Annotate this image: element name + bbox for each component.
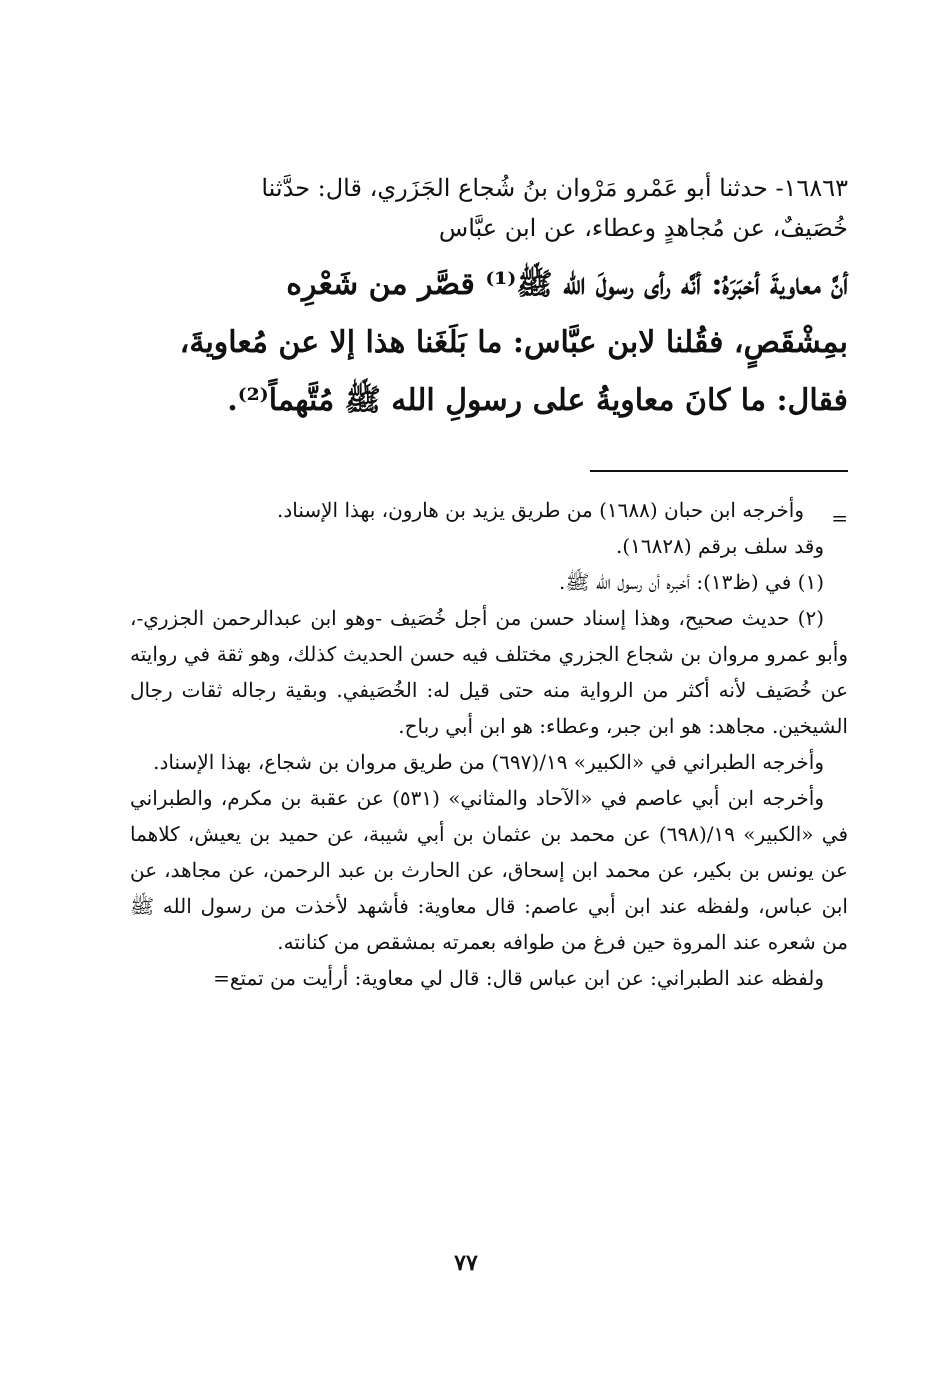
footnote-1: (١) في (ظ١٣): أخبره أن رسول الله ﷺ.	[559, 570, 824, 594]
footnotes	[130, 492, 848, 996]
footnote-2: (٢) حديث صحيح، وهذا إسناد حسن من أجل خُصَيف -وهو ابن عبدالرحمن الجزري-، وأبو عمرو مروان بن شجاع الجزري مختلف فيه حسن الحديث كذلك، وهو ثقة في روايته عن خُصَيف لأنه أكثر من الرواية منه حتى قيل له: الخُصَيفي. وبقية رجاله ثقات رجال الشيخين. مجاهد: هو ابن جبر، وعطاء: هو ابن أبي رباح.	[130, 606, 848, 738]
continuation-mark: =	[831, 506, 848, 530]
matn-line-1: أنَّ معاويةَ أخبَرَهُ: أنَّه رأى رسولَ الله ﷺ⁽¹⁾ قصَّر من شَعْرِه	[286, 267, 848, 302]
footnote-2-source-1: وأخرجه الطبراني في «الكبير» ١٩/(٦٩٧) من طريق مروان بن شجاع، بهذا الإسناد.	[153, 750, 824, 774]
hadith-isnad	[130, 168, 848, 248]
isnad-line-2: خُصَيفٌ، عن مُجاهدٍ وعطاء، عن ابن عبَّاس	[438, 214, 848, 242]
matn-line-2: بمِشْقَصٍ، فقُلنا لابن عبَّاس: ما بَلَغَنا هذا إلا عن مُعاويةَ،	[179, 325, 848, 360]
hadith-matn	[130, 256, 848, 430]
footnote-cont-2: وقد سلف برقم (١٦٨٢٨).	[615, 534, 824, 558]
matn-line-3: فقال: ما كانَ معاويةُ على رسولِ الله ﷺ مُتَّهماً⁽²⁾.	[227, 383, 848, 418]
isnad-line-1: ١٦٨٦٣- حدثنا أبو عَمْرو مَرْوان بنُ شُجاع الجَزَري، قال: حدَّثنا	[261, 174, 848, 202]
footnote-cont-1: وأخرجه ابن حبان (١٦٨٨) من طريق يزيد بن هارون، بهذا الإسناد.	[276, 498, 804, 522]
footnote-2-source-2: وأخرجه ابن أبي عاصم في «الآحاد والمثاني» (٥٣١) عن عقبة بن مكرم، والطبراني في «الكبير» ١٩/(٦٩٨) عن محمد بن عثمان بن أبي شيبة، عن حميد بن يعيش، كلاهما عن يونس بن بكير، عن محمد ابن إسحاق، عن الحارث بن عبد الرحمن، عن مجاهد، عن ابن عباس، ولفظه عند ابن أبي عاصم: قال معاوية: فأشهد لأخذت من رسول الله ﷺ من شعره عند المروة حين فرغ من طوافه بعمرته بمشقص من كنانته.	[130, 786, 849, 954]
hadith-text	[130, 168, 848, 430]
footnote-divider	[590, 470, 848, 472]
footnote-2-source-3: ولفظه عند الطبراني: عن ابن عباس قال: قال لي معاوية: أرأيت من تمتع=	[213, 966, 824, 990]
page-number: ٧٧	[454, 1250, 478, 1276]
